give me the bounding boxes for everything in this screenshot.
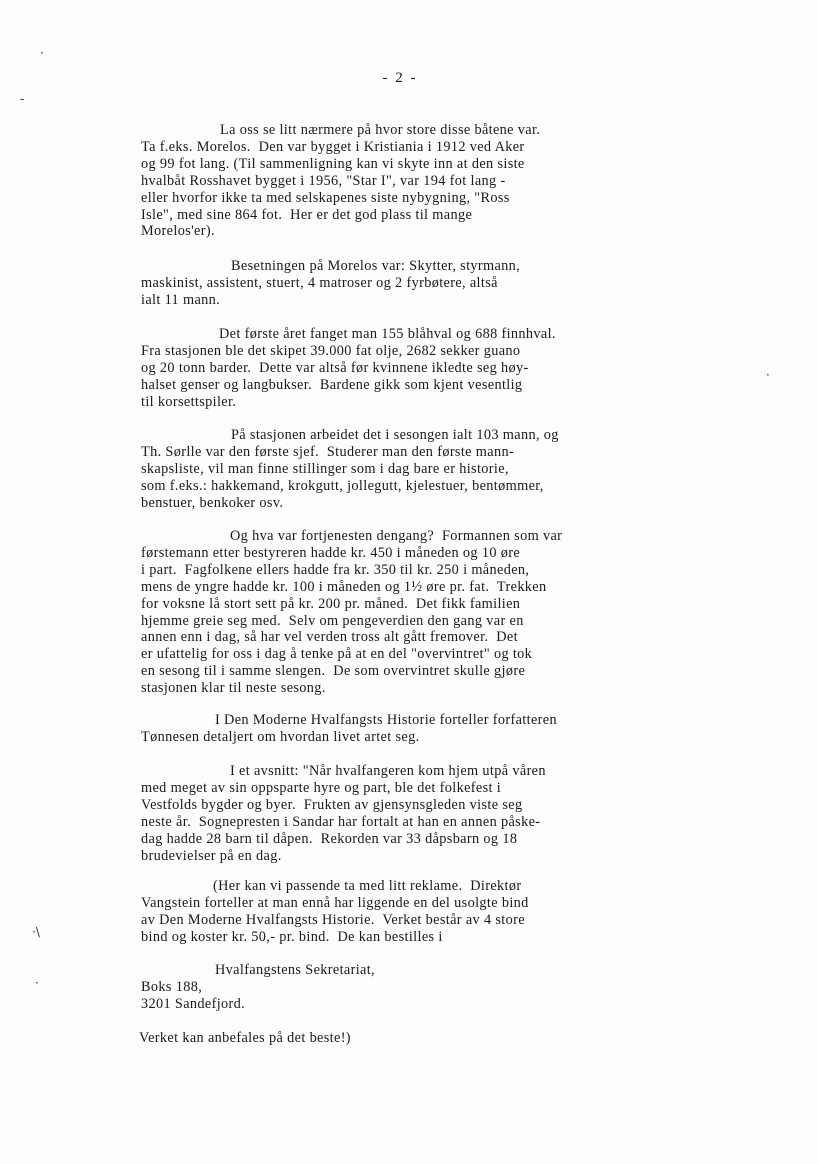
paragraph-line: er ufattelig for oss i dag å tenke på at en del "overvintret" og tok bbox=[141, 646, 533, 663]
paragraph-line: til korsettspiler. bbox=[141, 393, 237, 410]
paragraph-line: en sesong til i samme slengen. De som overvintret skulle gjøre bbox=[141, 663, 526, 680]
paragraph-line: Vangstein forteller at man ennå har liggende en del usolgte bind bbox=[141, 894, 529, 911]
paragraph-first-line: I et avsnitt: "Når hvalfangeren kom hjem utpå våren bbox=[230, 763, 546, 779]
paragraph-line: hvalbåt Rosshavet bygget i 1956, "Star I", var 194 fot lang - bbox=[141, 172, 506, 189]
paragraph-line: maskinist, assistent, stuert, 4 matroser og 2 fyrbøtere, altså bbox=[141, 274, 498, 291]
paragraph-line: Isle", med sine 864 fot. Her er det god plass til mange bbox=[141, 206, 473, 223]
paragraph-line: neste år. Sognepresten i Sandar har fortalt at han en annen påske- bbox=[141, 813, 541, 830]
paragraph-line: av Den Moderne Hvalfangsts Historie. Verket består av 4 store bbox=[141, 911, 525, 928]
paragraph-first-line: I Den Moderne Hvalfangsts Historie forteller forfatteren bbox=[215, 712, 557, 728]
paragraph-line: annen enn i dag, så har vel verden tross alt gått fremover. Det bbox=[141, 629, 518, 646]
scan-mark: · bbox=[35, 976, 39, 990]
paragraph-first-line: Besetningen på Morelos var: Skytter, styrmann, bbox=[231, 258, 521, 274]
paragraph-line: ialt 11 mann. bbox=[141, 291, 221, 308]
paragraph-line: med meget av sin oppsparte hyre og part, ble det folkefest i bbox=[141, 779, 502, 796]
paragraph-line: Vestfolds bygder og byer. Frukten av gjensynsgleden viste seg bbox=[141, 796, 523, 813]
paragraph-line: Tønnesen detaljert om hvordan livet artet seg. bbox=[141, 728, 420, 745]
paragraph-line: mens de yngre hadde kr. 100 i måneden og 1½ øre pr. fat. Trekken bbox=[141, 578, 547, 595]
paragraph-line: Ta f.eks. Morelos. Den var bygget i Kristiania i 1912 ved Aker bbox=[141, 138, 525, 155]
paragraph-first-line: Verket kan anbefales på det beste!) bbox=[139, 1030, 351, 1046]
paragraph-line: skapsliste, vil man finne stillinger som i dag bare er historie, bbox=[141, 460, 509, 477]
scan-mark: · bbox=[40, 46, 44, 60]
paragraph-line: 3201 Sandefjord. bbox=[141, 995, 246, 1012]
paragraph-first-line: La oss se litt nærmere på hvor store disse båtene var. bbox=[220, 122, 541, 138]
scan-mark: - bbox=[20, 92, 25, 106]
paragraph-line: dag hadde 28 barn til dåpen. Rekorden var 33 dåpsbarn og 18 bbox=[141, 830, 518, 847]
paragraph-line: Fra stasjonen ble det skipet 39.000 fat olje, 2682 sekker guano bbox=[141, 342, 521, 359]
scan-mark: ·\ bbox=[32, 925, 40, 939]
paragraph-line: i part. Fagfolkene ellers hadde fra kr. 350 til kr. 250 i måneden, bbox=[141, 561, 530, 578]
paragraph-first-line: Det første året fanget man 155 blåhval og 688 finnhval. bbox=[219, 326, 556, 342]
paragraph-line: for voksne lå stort sett på kr. 200 pr. måned. Det fikk familien bbox=[141, 595, 521, 612]
paragraph-line: stasjonen klar til neste sesong. bbox=[141, 680, 326, 697]
paragraph-line: og 99 fot lang. (Til sammenligning kan vi skyte inn at den siste bbox=[141, 155, 525, 172]
paragraph-line: brudevielser på en dag. bbox=[141, 847, 282, 864]
paragraph-line: Th. Sørlle var den første sjef. Studerer man den første mann- bbox=[141, 443, 515, 460]
paragraph-first-line: Og hva var fortjenesten dengang? Formannen som var bbox=[230, 528, 563, 544]
page-number: - 2 - bbox=[382, 70, 418, 86]
paragraph-line: hjemme greie seg med. Selv om pengeverdien den gang var en bbox=[141, 612, 524, 629]
paragraph-line: halset genser og langbukser. Bardene gikk som kjent vesentlig bbox=[141, 376, 523, 393]
paragraph-line: eller hvorfor ikke ta med selskapenes siste nybygning, "Ross bbox=[141, 189, 510, 206]
paragraph-line: og 20 tonn barder. Dette var altså før kvinnene ikledte seg høy- bbox=[141, 359, 529, 376]
paragraph-line: Boks 188, bbox=[141, 978, 203, 995]
paragraph-first-line: På stasjonen arbeidet det i sesongen ialt 103 mann, og bbox=[231, 427, 559, 443]
paragraph-line: som f.eks.: hakkemand, krokgutt, jollegutt, kjelestuer, bentømmer, bbox=[141, 477, 544, 494]
paragraph-line: benstuer, benkoker osv. bbox=[141, 494, 284, 511]
scan-mark: · bbox=[766, 368, 770, 382]
paragraph-first-line: (Her kan vi passende ta med litt reklame. Direktør bbox=[213, 878, 522, 894]
paragraph-first-line: Hvalfangstens Sekretariat, bbox=[215, 962, 375, 978]
paragraph-line: førstemann etter bestyreren hadde kr. 450 i måneden og 10 øre bbox=[141, 544, 521, 561]
paragraph-line: bind og koster kr. 50,- pr. bind. De kan bestilles i bbox=[141, 928, 443, 945]
paragraph-line: Morelos'er). bbox=[141, 223, 215, 240]
